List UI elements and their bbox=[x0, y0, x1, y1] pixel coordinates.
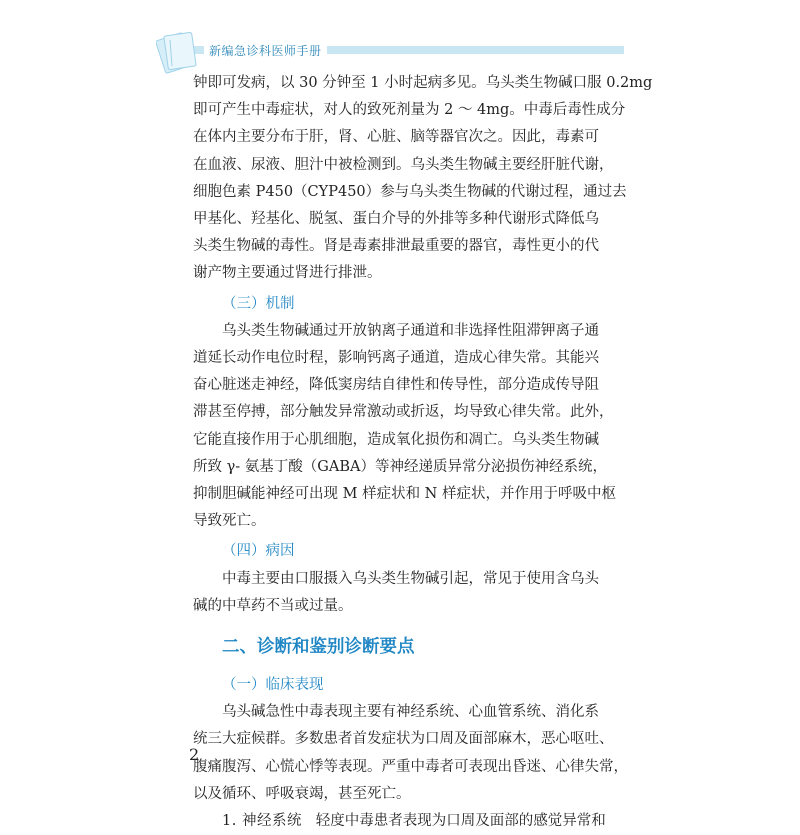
text-line: 所致 γ- 氨基丁酸（GABA）等神经递质异常分泌损伤神经系统， bbox=[193, 458, 607, 475]
text-line: 抑制胆碱能神经可出现 M 样症状和 N 样症状，并作用于呼吸中枢 bbox=[193, 486, 616, 503]
text-line: 碱的中草药不当或过量。 bbox=[193, 597, 353, 614]
paragraph-etiology bbox=[193, 566, 603, 620]
text-line: 头类生物碱的毒性。肾是毒素排泄最重要的器官，毒性更小的代 bbox=[193, 238, 599, 255]
text-line: 甲基化、羟基化、脱氢、蛋白介导的外排等多种代谢形式降低乌 bbox=[193, 211, 599, 228]
header-title: 新编急诊科医师手册 bbox=[204, 43, 327, 59]
notebook-icon bbox=[156, 30, 202, 74]
text-line: 在血液、尿液、胆汁中被检测到。乌头类生物碱主要经肝脏代谢， bbox=[193, 156, 614, 173]
heading-clinical-manifestations: （一）临床表现 bbox=[222, 677, 324, 694]
text-line: 在体内主要分布于肝，肾、心脏、脑等器官次之。因此，毒素可 bbox=[193, 129, 599, 146]
paragraph-clinical bbox=[193, 699, 628, 808]
item-text: 轻度中毒患者表现为口周及面部的感觉异常和 bbox=[315, 813, 606, 830]
heading-etiology: （四）病因 bbox=[222, 543, 295, 560]
text-line: 奋心脏迷走神经，降低窦房结自律性和传导性，部分造成传导阻 bbox=[193, 377, 599, 394]
heading-mechanism: （三）机制 bbox=[222, 295, 295, 312]
text-line: 统三大症候群。多数患者首发症状为口周及面部麻木，恶心呕吐、 bbox=[193, 731, 614, 748]
text-line: 中毒主要由口服摄入乌头类生物碱引起，常见于使用含乌头 bbox=[222, 570, 599, 587]
text-line: 乌头类生物碱通过开放钠离子通道和非选择性阻滞钾离子通 bbox=[222, 322, 599, 339]
text-line: 钟即可发病，以 30 分钟至 1 小时起病多见。乌头类生物碱口服 0.2mg bbox=[193, 75, 653, 91]
text-line: 它能直接作用于心肌细胞，造成氧化损伤和凋亡。乌头类生物碱 bbox=[193, 431, 599, 448]
text-line bbox=[193, 808, 606, 835]
page-number: 2 bbox=[189, 745, 200, 764]
text-line: 乌头碱急性中毒表现主要有神经系统、心血管系统、消化系 bbox=[222, 704, 599, 721]
text-line: 以及循环、呼吸衰竭，甚至死亡。 bbox=[193, 785, 411, 802]
text-line: 滞甚至停搏，部分触发异常激动或折返，均导致心律失常。此外， bbox=[193, 404, 614, 421]
paragraph-mechanism bbox=[193, 318, 616, 536]
text-line: 导致死亡。 bbox=[193, 513, 266, 530]
paragraph-toxicokinetics bbox=[193, 70, 653, 288]
text-line: 细胞色素 P450（CYP450）参与乌头类生物碱的代谢过程，通过去 bbox=[193, 183, 627, 200]
heading-diagnosis-section: 二、诊断和鉴别诊断要点 bbox=[222, 637, 415, 658]
text-line: 腹痛腹泻、心慌心悸等表现。严重中毒者可表现出昏迷、心律失常， bbox=[193, 758, 628, 775]
page-body bbox=[193, 70, 653, 835]
text-line: 谢产物主要通过肾进行排泄。 bbox=[193, 265, 382, 282]
paragraph-nervous-system bbox=[193, 808, 606, 835]
text-line: 道延长动作电位时程，影响钙离子通道，造成心律失常。其能兴 bbox=[193, 350, 599, 367]
item-label: 1. 神经系统 bbox=[222, 813, 302, 830]
text-line: 即可产生中毒症状，对人的致死剂量为 2 ～ 4mg。中毒后毒性成分 bbox=[193, 102, 626, 119]
